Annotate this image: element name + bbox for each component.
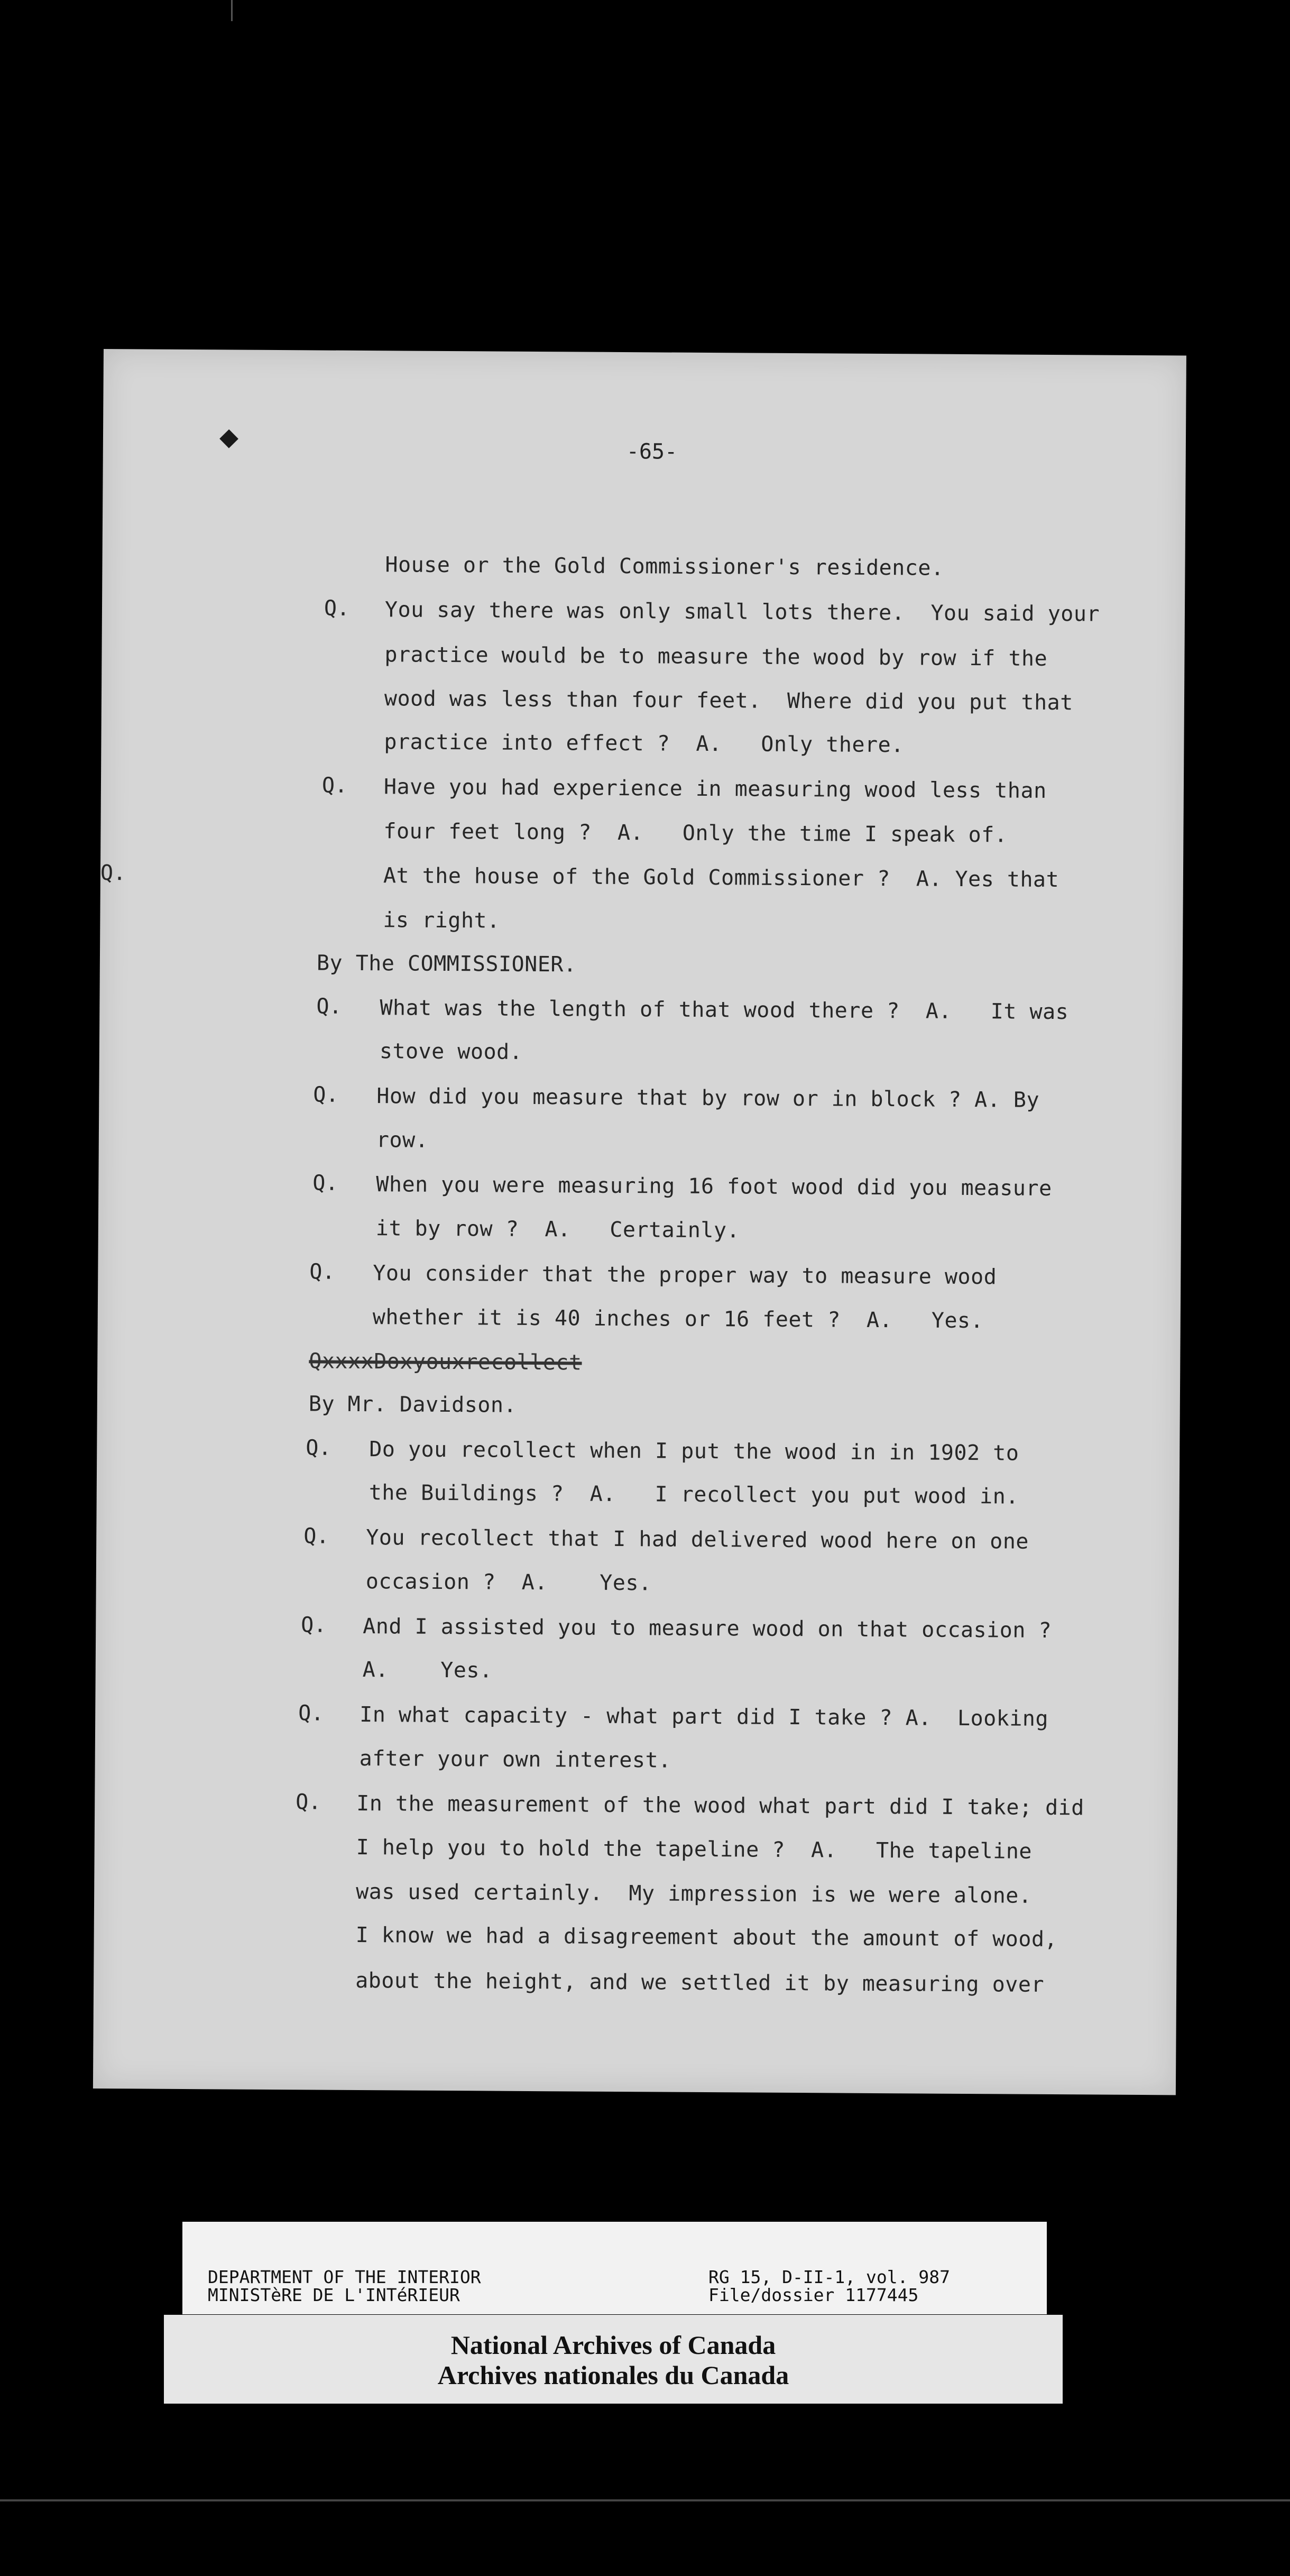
document-page bbox=[93, 349, 1186, 2095]
transcript-line: it by row ? A. Certainly. bbox=[375, 1216, 740, 1243]
top-edge-tick bbox=[231, 0, 233, 21]
transcript-line: stove wood. bbox=[379, 1039, 523, 1064]
transcript-line: practice into effect ? A. Only there. bbox=[384, 730, 904, 758]
transcript-line: At the house of the Gold Commissioner ? A. Yes that bbox=[383, 863, 1059, 893]
transcript-line: Have you had experience in measuring wood less than bbox=[383, 775, 1047, 803]
transcript-line: whether it is 40 inches or 16 feet ? A. Yes. bbox=[372, 1305, 984, 1333]
question-marker: Q. bbox=[298, 1701, 324, 1726]
transcript-line: practice would be to measure the wood by row if the bbox=[384, 642, 1048, 671]
question-marker: Q. bbox=[100, 860, 126, 886]
question-marker: Q. bbox=[313, 1082, 339, 1107]
archive-reference bbox=[708, 2268, 950, 2304]
transcript-line: four feet long ? A. Only the time I speak of. bbox=[383, 819, 1008, 848]
bottom-divider bbox=[0, 2499, 1290, 2501]
transcript-line: You recollect that I had delivered wood here on one bbox=[366, 1525, 1029, 1554]
transcript-line: By The COMMISSIONER. bbox=[316, 951, 577, 977]
question-marker: Q. bbox=[309, 1259, 335, 1284]
transcript-line: What was the length of that wood there ? A. It was bbox=[380, 996, 1069, 1025]
transcript-line: By Mr. Davidson. bbox=[308, 1392, 517, 1418]
department-fr: MINISTèRE DE L'INTéRIEUR bbox=[208, 2285, 460, 2305]
transcript-line: occasion ? A. Yes. bbox=[365, 1569, 652, 1596]
transcript-line: How did you measure that by row or in block ? A. By bbox=[376, 1084, 1040, 1112]
archive-name-fr: Archives nationales du Canada bbox=[437, 2360, 789, 2390]
corner-mark-icon: ◆ bbox=[219, 418, 239, 455]
transcript-line: In what capacity - what part did I take ? A. Looking bbox=[360, 1703, 1049, 1731]
page-number: -65- bbox=[626, 439, 678, 464]
transcript-line: wood was less than four feet. Where did you put that bbox=[384, 686, 1073, 715]
question-marker: Q. bbox=[321, 773, 348, 798]
transcript-line: about the height, and we settled it by measuring over bbox=[355, 1968, 1045, 1997]
transcript-line: And I assisted you to measure wood on that occasion ? bbox=[363, 1614, 1052, 1643]
department-en: DEPARTMENT OF THE INTERIOR bbox=[208, 2267, 481, 2287]
transcript-line: is right. bbox=[383, 908, 500, 933]
department-name bbox=[208, 2268, 481, 2304]
transcript-line: Do you recollect when I put the wood in in 1902 to bbox=[369, 1437, 1019, 1466]
struck-out-line: QxxxxDoxyouxrecollect bbox=[309, 1349, 582, 1375]
question-marker: Q. bbox=[303, 1524, 329, 1549]
transcript-line: A. Yes. bbox=[362, 1658, 493, 1683]
transcript-line: I help you to hold the tapeline ? A. The tapeline bbox=[356, 1835, 1033, 1864]
file-number: File/dossier 1177445 bbox=[708, 2285, 919, 2305]
transcript-line: You consider that the proper way to measure wood bbox=[373, 1261, 997, 1290]
archive-name-en: National Archives of Canada bbox=[450, 2330, 776, 2360]
transcript-line: was used certainly. My impression is we were alone. bbox=[356, 1879, 1032, 1908]
transcript-line: after your own interest. bbox=[359, 1746, 671, 1773]
transcript-line: I know we had a disagreement about the amount of wood, bbox=[355, 1922, 1058, 1952]
transcript-line: In the measurement of the wood what part did I take; did bbox=[356, 1791, 1084, 1820]
question-marker: Q. bbox=[316, 994, 342, 1019]
question-marker: Q. bbox=[296, 1790, 321, 1815]
transcript-line: row. bbox=[376, 1128, 429, 1153]
question-marker: Q. bbox=[301, 1613, 327, 1637]
question-marker: Q. bbox=[324, 596, 350, 621]
reference-number: RG 15, D-II-1, vol. 987 bbox=[708, 2267, 950, 2287]
archive-reference-label bbox=[182, 2222, 1047, 2314]
transcript-line: You say there was only small lots there. You said your bbox=[384, 597, 1100, 627]
transcript-line: When you were measuring 16 foot wood did you measure bbox=[376, 1172, 1052, 1201]
transcript-line: House or the Gold Commissioner's residence. bbox=[385, 553, 944, 581]
question-marker: Q. bbox=[306, 1436, 331, 1460]
transcript-line: the Buildings ? A. I recollect you put wood in. bbox=[368, 1480, 1019, 1509]
archive-name-label bbox=[164, 2315, 1063, 2404]
question-marker: Q. bbox=[312, 1171, 338, 1195]
